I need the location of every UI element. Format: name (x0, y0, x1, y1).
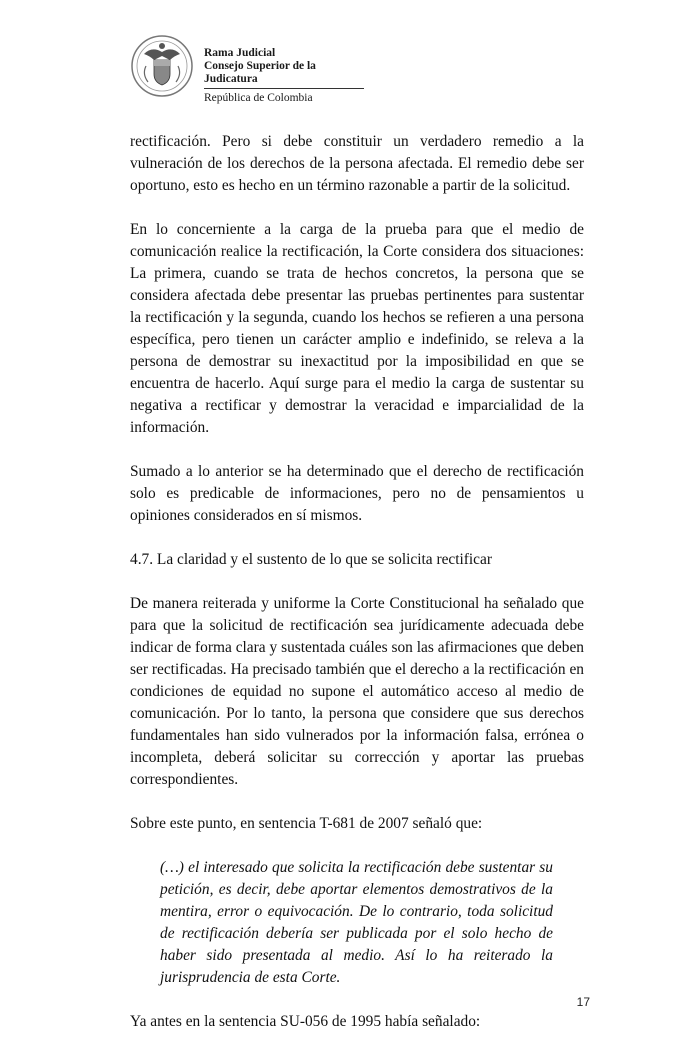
header-line-republica: República de Colombia (204, 92, 313, 104)
paragraph-1: rectificación. Pero si debe constituir un verdadero remedio a la vulneración de los derechos de la persona afectada. El remedio debe ser oportuno, esto es hecho en un término razonable a partir de la solicitud. (130, 133, 584, 194)
header-line-consejo: Consejo Superior de la Judicatura (204, 60, 364, 89)
block-quote: (…) el interesado que solicita la rectificación debe sustentar su petición, es decir, debe aportar elementos demostrativos de la mentira, error o equivocación. De lo contrario, toda solicitud de rectificación debería ser publicada por el solo hecho de haber sido presentada al medio. Así lo ha reiterado la jurisprudencia de esta Corte. (160, 859, 553, 986)
colombia-coat-of-arms-seal-icon (130, 34, 194, 98)
paragraph-4: De manera reiterada y uniforme la Corte Constitucional ha señalado que para que la solicitud de rectificación sea jurídicamente adecuada debe indicar de forma clara y sustentada cuáles son las afirmaciones que deben ser rectificadas. Ha precisado también que el derecho a la rectificación en condiciones de equidad no supone el automático acceso al medio de comunicación. Por lo tanto, la persona que considere que sus derechos fundamentales han sido vulnerados por la información falsa, errónea o incompleta, deberá solicitar su corrección y aportar las pruebas correspondientes. (130, 595, 584, 788)
document-body (130, 131, 584, 1055)
letterhead (130, 32, 390, 104)
header-line-rama-judicial: Rama Judicial (204, 47, 276, 59)
paragraph-2: En lo concerniente a la carga de la prueba para que el medio de comunicación realice la rectificación, la Corte considera dos situaciones: La primera, cuando se trata de hechos concretos, la persona que se considera afectada debe presentar las pruebas pertinentes para sustentar la rectificación y la segunda, cuando los hechos se refieren a una persona específica, pero tienen un carácter amplio e indefinido, se releva a la persona de demostrar su inexactitud por la imposibilidad en que se encuentra de hacerlo. Aquí surge para el medio la carga de sustentar su negativa a rectificar y demostrar la veracidad e imparcialidad de la información. (130, 221, 584, 436)
section-heading: 4.7. La claridad y el sustento de lo que se solicita rectificar (130, 551, 492, 568)
paragraph-6: Ya antes en la sentencia SU-056 de 1995 había señalado: (130, 1013, 481, 1030)
letterhead-text (204, 47, 364, 105)
page-number: 17 (576, 995, 590, 1009)
paragraph-5: Sobre este punto, en sentencia T-681 de 2007 señaló que: (130, 815, 483, 832)
paragraph-3: Sumado a lo anterior se ha determinado que el derecho de rectificación solo es predicable de informaciones, pero no de pensamientos u opiniones considerados en sí mismos. (130, 463, 584, 524)
